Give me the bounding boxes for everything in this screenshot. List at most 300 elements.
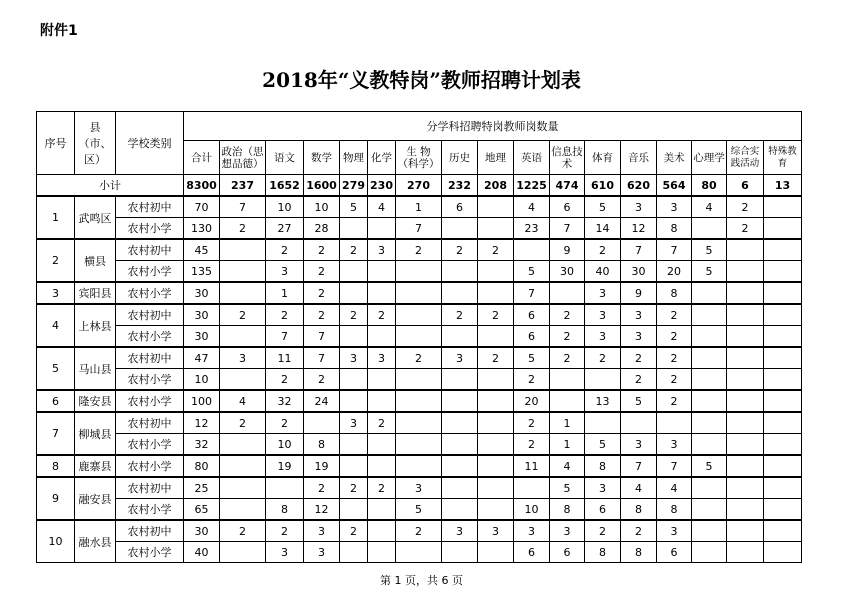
row-value: 8 [585, 455, 621, 477]
row-value [220, 369, 266, 391]
row-value [550, 390, 585, 412]
row-value [478, 412, 514, 434]
row-value: 2 [478, 347, 514, 369]
row-value [727, 347, 764, 369]
header-subject: 音乐 [621, 141, 657, 175]
row-value: 2 [396, 239, 442, 261]
row-county: 上林县 [75, 304, 116, 347]
row-value: 6 [550, 196, 585, 218]
row-value: 45 [184, 239, 220, 261]
row-school-type: 农村初中 [116, 347, 184, 369]
row-value [692, 520, 727, 542]
row-value: 3 [621, 434, 657, 456]
subtotal-value: 1652 [266, 175, 304, 197]
row-value: 7 [304, 347, 340, 369]
subtotal-value: 620 [621, 175, 657, 197]
row-value: 2 [478, 239, 514, 261]
row-value: 2 [368, 412, 396, 434]
row-value [478, 542, 514, 563]
row-value [220, 434, 266, 456]
row-value [727, 304, 764, 326]
table-row [37, 282, 802, 304]
row-value: 8 [304, 434, 340, 456]
recruitment-plan-table [36, 111, 802, 563]
header-subject: 综合实践活动 [727, 141, 764, 175]
row-value: 2 [220, 412, 266, 434]
subtotal-value: 208 [478, 175, 514, 197]
row-value [340, 542, 368, 563]
header-subject: 政治（思想品德） [220, 141, 266, 175]
row-value: 2 [220, 304, 266, 326]
row-value [692, 218, 727, 240]
row-value: 5 [585, 434, 621, 456]
row-value: 12 [621, 218, 657, 240]
row-value: 2 [220, 520, 266, 542]
row-value: 2 [621, 369, 657, 391]
row-value: 3 [657, 434, 692, 456]
row-value: 8 [266, 499, 304, 521]
row-value [727, 434, 764, 456]
row-value: 8 [585, 542, 621, 563]
row-value: 1 [266, 282, 304, 304]
row-value [692, 282, 727, 304]
row-value: 30 [184, 282, 220, 304]
row-value [692, 477, 727, 499]
row-value [764, 282, 802, 304]
row-value: 2 [657, 326, 692, 348]
header-school-type: 学校类别 [116, 112, 184, 175]
row-value [727, 369, 764, 391]
row-value: 3 [340, 412, 368, 434]
row-value: 3 [220, 347, 266, 369]
row-value: 3 [621, 196, 657, 218]
table-row [37, 261, 802, 283]
row-value: 135 [184, 261, 220, 283]
row-value: 27 [266, 218, 304, 240]
row-school-type: 农村小学 [116, 455, 184, 477]
row-value [727, 326, 764, 348]
row-value: 5 [692, 261, 727, 283]
table-row [37, 196, 802, 218]
row-value [764, 477, 802, 499]
row-value: 3 [478, 520, 514, 542]
row-value: 4 [550, 455, 585, 477]
row-value: 4 [220, 390, 266, 412]
row-value [478, 369, 514, 391]
row-value [727, 499, 764, 521]
row-value: 2 [585, 520, 621, 542]
row-value [368, 434, 396, 456]
row-value: 2 [304, 239, 340, 261]
row-seq: 9 [37, 477, 75, 520]
row-value [764, 196, 802, 218]
row-value [368, 390, 396, 412]
row-value [727, 542, 764, 563]
row-value: 40 [184, 542, 220, 563]
row-value: 11 [514, 455, 550, 477]
row-value: 2 [304, 369, 340, 391]
row-value: 30 [621, 261, 657, 283]
row-value: 2 [266, 239, 304, 261]
row-value [442, 499, 478, 521]
row-value: 7 [266, 326, 304, 348]
header-subject: 地理 [478, 141, 514, 175]
row-value: 11 [266, 347, 304, 369]
row-school-type: 农村初中 [116, 196, 184, 218]
row-seq: 2 [37, 239, 75, 282]
row-value: 3 [368, 239, 396, 261]
row-value: 14 [585, 218, 621, 240]
row-value: 2 [514, 412, 550, 434]
row-value [368, 218, 396, 240]
row-value [368, 542, 396, 563]
row-value: 8 [657, 282, 692, 304]
row-value: 3 [266, 542, 304, 563]
row-value [764, 218, 802, 240]
row-value [478, 261, 514, 283]
row-school-type: 农村小学 [116, 261, 184, 283]
row-school-type: 农村初中 [116, 239, 184, 261]
row-value: 3 [442, 347, 478, 369]
row-value: 7 [550, 218, 585, 240]
page-footer: 第 1 页，共 6 页 [380, 574, 463, 587]
row-value: 2 [304, 477, 340, 499]
row-value: 1 [396, 196, 442, 218]
row-value [727, 282, 764, 304]
row-value [442, 412, 478, 434]
table-row [37, 218, 802, 240]
row-value [220, 261, 266, 283]
row-value [340, 282, 368, 304]
table-row [37, 390, 802, 412]
row-value [396, 434, 442, 456]
row-value [764, 304, 802, 326]
row-county: 马山县 [75, 347, 116, 390]
row-value: 23 [514, 218, 550, 240]
row-value [220, 326, 266, 348]
row-value: 3 [368, 347, 396, 369]
row-value: 32 [266, 390, 304, 412]
row-value [442, 218, 478, 240]
row-value [396, 261, 442, 283]
table-row [37, 412, 802, 434]
row-value: 5 [396, 499, 442, 521]
header-subject: 语文 [266, 141, 304, 175]
row-value: 12 [304, 499, 340, 521]
row-value: 8 [550, 499, 585, 521]
row-county: 武鸣区 [75, 196, 116, 239]
row-value: 2 [266, 369, 304, 391]
subtotal-value: 610 [585, 175, 621, 197]
row-school-type: 农村初中 [116, 520, 184, 542]
row-value: 3 [442, 520, 478, 542]
row-value: 2 [368, 477, 396, 499]
row-value [396, 455, 442, 477]
header-county: 县（市、区） [75, 112, 116, 175]
row-value [585, 369, 621, 391]
row-value [692, 412, 727, 434]
row-value: 70 [184, 196, 220, 218]
row-school-type: 农村初中 [116, 304, 184, 326]
row-value: 3 [514, 520, 550, 542]
row-value [442, 455, 478, 477]
row-value: 2 [220, 218, 266, 240]
subtotal-value: 13 [764, 175, 802, 197]
row-value: 7 [514, 282, 550, 304]
row-value [764, 542, 802, 563]
row-county: 柳城县 [75, 412, 116, 455]
row-county: 隆安县 [75, 390, 116, 412]
row-value: 3 [585, 282, 621, 304]
row-county: 横县 [75, 239, 116, 282]
row-value: 6 [514, 542, 550, 563]
subtotal-value: 80 [692, 175, 727, 197]
row-value: 2 [514, 369, 550, 391]
row-value [478, 390, 514, 412]
row-value [396, 326, 442, 348]
subtotal-value: 232 [442, 175, 478, 197]
row-value [304, 412, 340, 434]
row-value: 6 [442, 196, 478, 218]
row-value: 20 [514, 390, 550, 412]
row-value: 7 [304, 326, 340, 348]
row-value [368, 282, 396, 304]
row-value [340, 261, 368, 283]
row-value: 2 [340, 520, 368, 542]
row-value: 2 [340, 239, 368, 261]
row-value [764, 520, 802, 542]
table-row [37, 326, 802, 348]
header-subject: 心理学 [692, 141, 727, 175]
row-value: 4 [621, 477, 657, 499]
row-value: 32 [184, 434, 220, 456]
row-value [368, 326, 396, 348]
row-value: 80 [184, 455, 220, 477]
row-value: 3 [657, 196, 692, 218]
row-value [396, 304, 442, 326]
row-value: 20 [657, 261, 692, 283]
row-value [396, 369, 442, 391]
row-value: 3 [396, 477, 442, 499]
row-value: 3 [340, 347, 368, 369]
row-value: 10 [184, 369, 220, 391]
row-value [692, 499, 727, 521]
subtotal-value: 6 [727, 175, 764, 197]
row-value [396, 390, 442, 412]
row-value [340, 499, 368, 521]
row-value [478, 326, 514, 348]
row-value: 7 [657, 239, 692, 261]
row-value: 6 [514, 326, 550, 348]
row-value: 5 [550, 477, 585, 499]
row-value: 8 [657, 499, 692, 521]
row-value [692, 304, 727, 326]
row-value [368, 455, 396, 477]
row-value [442, 261, 478, 283]
row-value: 4 [368, 196, 396, 218]
row-value: 19 [266, 455, 304, 477]
row-value: 10 [304, 196, 340, 218]
row-value [727, 455, 764, 477]
row-value: 2 [442, 304, 478, 326]
row-value: 28 [304, 218, 340, 240]
subtotal-value: 1600 [304, 175, 340, 197]
row-value: 4 [657, 477, 692, 499]
row-value [692, 434, 727, 456]
row-value: 130 [184, 218, 220, 240]
row-county: 宾阳县 [75, 282, 116, 304]
row-value: 2 [550, 326, 585, 348]
table-row [37, 434, 802, 456]
row-value: 30 [184, 304, 220, 326]
row-value [340, 390, 368, 412]
row-value [692, 326, 727, 348]
row-value [368, 369, 396, 391]
subtotal-value: 279 [340, 175, 368, 197]
row-value: 2 [514, 434, 550, 456]
header-subject: 物理 [340, 141, 368, 175]
row-value [442, 542, 478, 563]
row-value [442, 326, 478, 348]
row-seq: 7 [37, 412, 75, 455]
row-seq: 3 [37, 282, 75, 304]
row-seq: 4 [37, 304, 75, 347]
row-value: 2 [304, 261, 340, 283]
row-value [442, 369, 478, 391]
table-row [37, 520, 802, 542]
row-value: 4 [692, 196, 727, 218]
row-value [478, 196, 514, 218]
row-value [657, 412, 692, 434]
row-seq: 10 [37, 520, 75, 563]
row-value [442, 434, 478, 456]
row-value [764, 369, 802, 391]
subtotal-value: 230 [368, 175, 396, 197]
row-value [764, 347, 802, 369]
row-value: 2 [621, 347, 657, 369]
row-value: 3 [585, 477, 621, 499]
row-value: 19 [304, 455, 340, 477]
row-value [396, 542, 442, 563]
table-row [37, 477, 802, 499]
row-value [220, 477, 266, 499]
row-value: 2 [550, 304, 585, 326]
header-subject: 化学 [368, 141, 396, 175]
row-value [368, 499, 396, 521]
row-value: 8 [621, 499, 657, 521]
row-value: 8 [657, 218, 692, 240]
table-row [37, 369, 802, 391]
row-value: 2 [442, 239, 478, 261]
row-value: 100 [184, 390, 220, 412]
row-value [764, 326, 802, 348]
row-value [220, 282, 266, 304]
row-value [764, 412, 802, 434]
row-value: 3 [304, 542, 340, 563]
row-value: 3 [621, 326, 657, 348]
row-value: 3 [621, 304, 657, 326]
header-subject-group: 分学科招聘特岗教师岗数量 [184, 112, 802, 141]
row-value: 10 [266, 196, 304, 218]
row-value [550, 282, 585, 304]
row-value [220, 499, 266, 521]
header-seq: 序号 [37, 112, 75, 175]
row-seq: 1 [37, 196, 75, 239]
row-seq: 8 [37, 455, 75, 477]
row-value [478, 499, 514, 521]
row-value [220, 542, 266, 563]
row-value [692, 369, 727, 391]
row-value: 7 [621, 455, 657, 477]
row-value [368, 261, 396, 283]
row-value: 10 [266, 434, 304, 456]
row-value [220, 455, 266, 477]
subtotal-value: 1225 [514, 175, 550, 197]
subtotal-label: 小计 [37, 175, 184, 197]
row-value: 2 [478, 304, 514, 326]
row-school-type: 农村初中 [116, 477, 184, 499]
row-seq: 5 [37, 347, 75, 390]
row-value: 3 [585, 304, 621, 326]
row-value: 7 [396, 218, 442, 240]
row-value [727, 520, 764, 542]
row-value [764, 455, 802, 477]
row-value: 2 [585, 347, 621, 369]
row-school-type: 农村小学 [116, 390, 184, 412]
row-value [727, 390, 764, 412]
row-value [692, 542, 727, 563]
row-value: 5 [692, 455, 727, 477]
row-value: 2 [396, 347, 442, 369]
row-value: 2 [727, 196, 764, 218]
row-value: 2 [657, 390, 692, 412]
row-school-type: 农村小学 [116, 499, 184, 521]
row-value: 30 [184, 326, 220, 348]
row-value: 25 [184, 477, 220, 499]
row-value [368, 520, 396, 542]
row-value: 8 [621, 542, 657, 563]
row-value: 2 [304, 304, 340, 326]
row-value [764, 434, 802, 456]
subtotal-value: 474 [550, 175, 585, 197]
row-value [220, 239, 266, 261]
row-value: 24 [304, 390, 340, 412]
header-subject: 体育 [585, 141, 621, 175]
row-value: 2 [550, 347, 585, 369]
row-value: 3 [657, 520, 692, 542]
row-value: 2 [266, 520, 304, 542]
row-value: 5 [340, 196, 368, 218]
row-value [396, 282, 442, 304]
row-value: 2 [657, 304, 692, 326]
row-value: 3 [550, 520, 585, 542]
row-county: 融安县 [75, 477, 116, 520]
row-school-type: 农村小学 [116, 434, 184, 456]
row-school-type: 农村小学 [116, 369, 184, 391]
row-value [764, 499, 802, 521]
row-value: 2 [396, 520, 442, 542]
row-value [442, 390, 478, 412]
row-value: 3 [304, 520, 340, 542]
table-row [37, 239, 802, 261]
row-value: 3 [585, 326, 621, 348]
row-value [266, 477, 304, 499]
row-value: 2 [340, 304, 368, 326]
row-value [442, 282, 478, 304]
row-value [692, 347, 727, 369]
row-school-type: 农村小学 [116, 282, 184, 304]
row-value: 2 [621, 520, 657, 542]
